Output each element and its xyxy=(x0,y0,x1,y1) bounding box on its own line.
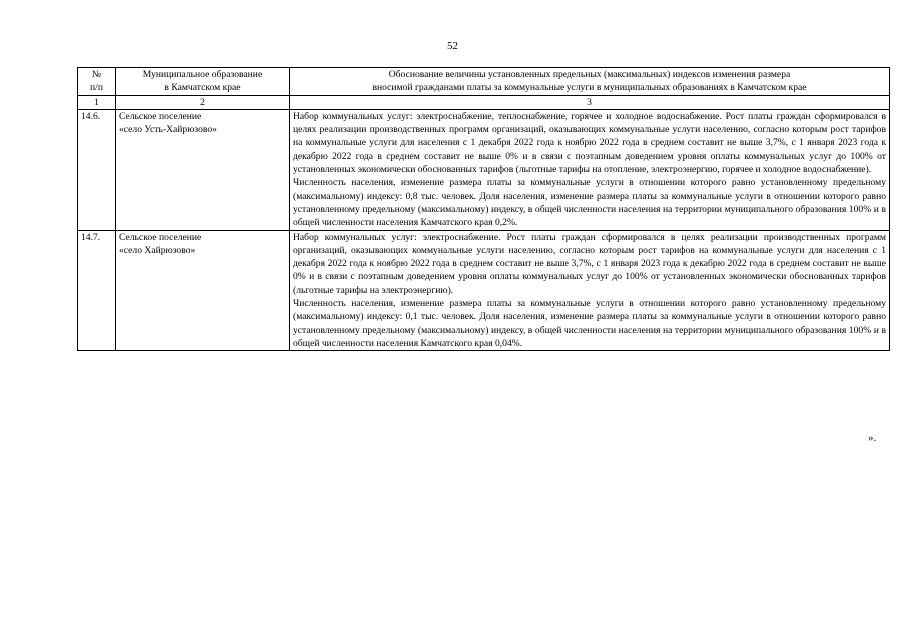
justification-paragraph: Набор коммунальных услуг: электроснабжение, теплоснабжение, горячее и холодное водоснабжение. Рост платы граждан сформировался в целях реализации производственных программ организаций, оказывающих коммунальные услуги населению, согласно которым рост тарифов на коммунальные услуги для населения с 1 декабря 2022 года к ноябрю 2022 года в среднем составит не выше 3,7%, с 1 января 2023 года к декабрю 2022 года в среднем составит не выше 0% и в связи с поэтапным доведением уровня оплаты коммунальных услуг до 100% от установленных экономически обоснованных тарифов (льготные тарифы на отопление, электроэнергию, горячее и холодное водоснабжение). xyxy=(293,110,886,176)
justification-text xyxy=(290,109,890,230)
justification-paragraph: Численность населения, изменение размера платы за коммунальные услуги в отношении которого равно установленному предельному (максимальному) индексу: 0,1 тыс. человек. Доля населения, изменение размера платы за коммунальные услуги в отношении которого равно установленному предельному (максимальному) индексу, в общей численности населения на территории муниципального образования 100% и в общей численности населения Камчатского края 0,04%. xyxy=(293,298,886,349)
column-number: 1 xyxy=(78,95,116,109)
header-justification xyxy=(290,68,890,96)
table-row xyxy=(78,230,890,351)
column-number: 3 xyxy=(290,95,890,109)
header-number xyxy=(78,68,116,96)
header-number-line: № xyxy=(91,69,102,80)
row-number: 14.6. xyxy=(78,109,116,230)
header-municipality-line: в Камчатском крае xyxy=(164,82,241,94)
justification-paragraph: Численность населения, изменение размера платы за коммунальные услуги в отношении которого равно установленному предельному (максимальному) индексу: 0,8 тыс. человек. Доля населения, изменение размера платы за коммунальные услуги в отношении которого равно установленному предельному (максимальному) индексу, в общей численности населения на территории муниципального образования 100% и в общей численности населения Камчатского края 0,2%. xyxy=(293,177,886,229)
header-justification-line: Обоснование величины установленных предельных (максимальных) индексов изменения размера xyxy=(388,69,791,80)
justification-text xyxy=(290,230,890,351)
header-justification-line: вносимой гражданами платы за коммунальные услуги в муниципальных образованиях в Камчатском крае xyxy=(372,82,807,94)
municipality-name xyxy=(116,230,290,351)
municipality-line: «село Усть-Хайрюзово» xyxy=(119,124,217,136)
tariff-index-table xyxy=(77,67,890,351)
municipality-name xyxy=(116,109,290,230)
column-number-row xyxy=(78,95,890,109)
header-municipality-line: Муниципальное образование xyxy=(142,69,263,80)
table-row xyxy=(78,109,890,230)
header-municipality xyxy=(116,68,290,96)
municipality-line: Сельское поселение xyxy=(119,110,202,122)
municipality-line: «село Хайрюзово» xyxy=(119,244,196,256)
closing-quote-mark: ». xyxy=(868,432,877,444)
table-header-row xyxy=(78,68,890,96)
header-number-line: п/п xyxy=(90,82,103,94)
row-number: 14.7. xyxy=(78,230,116,351)
municipality-line: Сельское поселение xyxy=(119,231,202,243)
column-number: 2 xyxy=(116,95,290,109)
page-number: 52 xyxy=(447,40,458,52)
justification-paragraph: Набор коммунальных услуг: электроснабжение. Рост платы граждан сформировался в целях реализации производственных программ организаций, оказывающих коммунальные услуги населению, согласно которым рост тарифов на коммунальные услуги для населения с 1 декабря 2022 года к ноябрю 2022 года в среднем составит не выше 3,7%, с 1 января 2023 года к декабрю 2022 года в среднем составит не выше 0% и в связи с поэтапным доведением уровня оплаты коммунальных услуг до 100% от установленных экономически обоснованных тарифов (льготные тарифы на электроэнергию). xyxy=(293,231,886,296)
